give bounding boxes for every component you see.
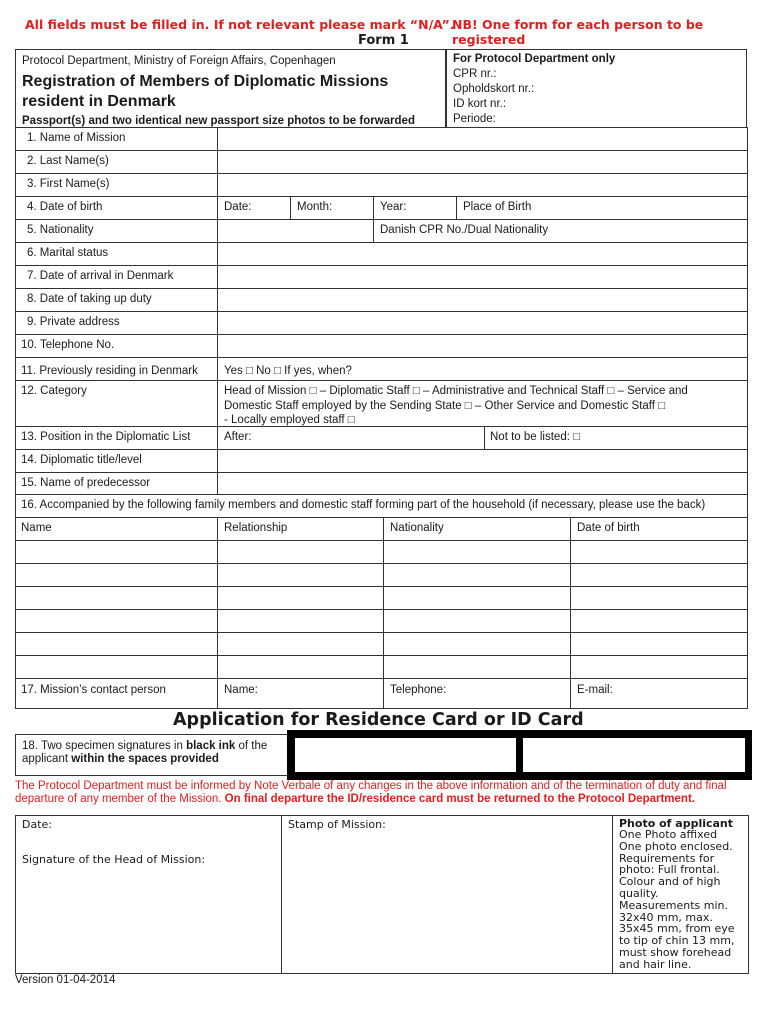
signature-instructions-line1: 18. Two specimen signatures in black ink of the [22,740,268,752]
field-date-of-birth: 4. Date of birth [27,201,103,213]
field-private-address: 9. Private address [27,316,120,328]
version-label: Version 01-04-2014 [15,974,116,986]
col-header-nationality: Nationality [390,522,444,534]
periode-label: Periode: [453,113,496,125]
photos-note: Passport(s) and two identical new passport size photos to be forwarded [22,115,415,127]
col-header-date-of-birth: Date of birth [577,522,640,534]
field-previously-residing: 11. Previously residing in Denmark [21,365,198,377]
col-header-relationship: Relationship [224,522,288,534]
cpr-nr-label: CPR nr.: [453,68,497,80]
field-name-of-mission: 1. Name of Mission [27,132,126,144]
dob-date-label: Date: [224,201,252,213]
application-title: Application for Residence Card or ID Card [173,710,584,730]
photo-requirements: One Photo affixed One photo enclosed. Requirements for photo: Full frontal. Colour and of high quality. Measurements min. 32x40 mm, max. 35x45 mm, from eye to tip of chin 13 mm, must show forehead and hair line. [619,828,735,971]
previously-residing-options[interactable]: Yes □ No □ If yes, when? [224,365,352,377]
contact-email-label: E-mail: [577,684,613,696]
field-last-names: 2. Last Name(s) [27,155,109,167]
id-kort-label: ID kort nr.: [453,98,507,110]
fill-note: All fields must be filled in. If not relevant please mark “N/A”. [25,17,455,32]
field-date-taking-up-duty: 8. Date of taking up duty [27,293,152,305]
category-options-line3[interactable]: - Locally employed staff □ [224,414,355,426]
stamp-of-mission-label: Stamp of Mission: [288,818,386,831]
head-of-mission-signature-label: Signature of the Head of Mission: [22,853,206,866]
photo-of-applicant-heading: Photo of applicant [619,817,734,830]
field-name-of-predecessor: 15. Name of predecessor [21,477,151,489]
nb-note: NB! One form for each person to be registered [452,17,704,47]
protocol-only-heading: For Protocol Department only [453,53,616,65]
main-form-table [15,127,748,709]
form-title-line1: Registration of Members of Diplomatic Missions [22,73,389,90]
opholdskort-label: Opholdskort nr.: [453,83,535,95]
form-title-line2: resident in Denmark [22,93,176,110]
contact-name-label: Name: [224,684,258,696]
contact-telephone-label: Telephone: [390,684,447,696]
field-accompanied-by: 16. Accompanied by the following family members and domestic staff forming part of the household (if necessary, please use the back) [21,499,706,511]
form-label: Form 1 [358,33,409,48]
danish-cpr-label: Danish CPR No./Dual Nationality [380,224,549,236]
field-diplomatic-title: 14. Diplomatic title/level [21,454,142,466]
signature-box-2[interactable] [523,738,745,772]
department-name: Protocol Department, Ministry of Foreign Affairs, Copenhagen [22,55,336,67]
field-telephone: 10. Telephone No. [21,339,115,351]
position-after-label: After: [224,431,252,443]
field-first-names: 3. First Name(s) [27,178,110,190]
category-options-line1[interactable]: Head of Mission □ – Diplomatic Staff □ – Administrative and Technical Staff □ – Service and [224,385,688,397]
field-nationality: 5. Nationality [27,224,94,236]
signature-box-1[interactable] [295,738,516,772]
place-of-birth-label: Place of Birth [463,201,532,213]
footer-date-label: Date: [22,818,52,831]
notice-line2: departure of any member of the Mission. On final departure the ID/residence card must be returned to the Protocol Department. [15,793,695,805]
dob-month-label: Month: [297,201,333,213]
field-date-of-arrival: 7. Date of arrival in Denmark [27,270,174,282]
field-position-diplomatic-list: 13. Position in the Diplomatic List [21,431,191,443]
field-category: 12. Category [21,385,87,397]
category-options-line2[interactable]: Domestic Staff employed by the Sending State □ – Other Service and Domestic Staff □ [224,400,666,412]
field-marital-status: 6. Marital status [27,247,109,259]
field-mission-contact-person: 17. Mission’s contact person [21,684,166,696]
dob-year-label: Year: [380,201,407,213]
not-to-be-listed-checkbox[interactable]: Not to be listed: □ [490,431,581,443]
notice-line1: The Protocol Department must be informed by Note Verbale of any changes in the above information and of the termination of duty and final [15,780,727,792]
signature-instructions-line2: applicant within the spaces provided [22,753,219,765]
col-header-name: Name [21,522,52,534]
